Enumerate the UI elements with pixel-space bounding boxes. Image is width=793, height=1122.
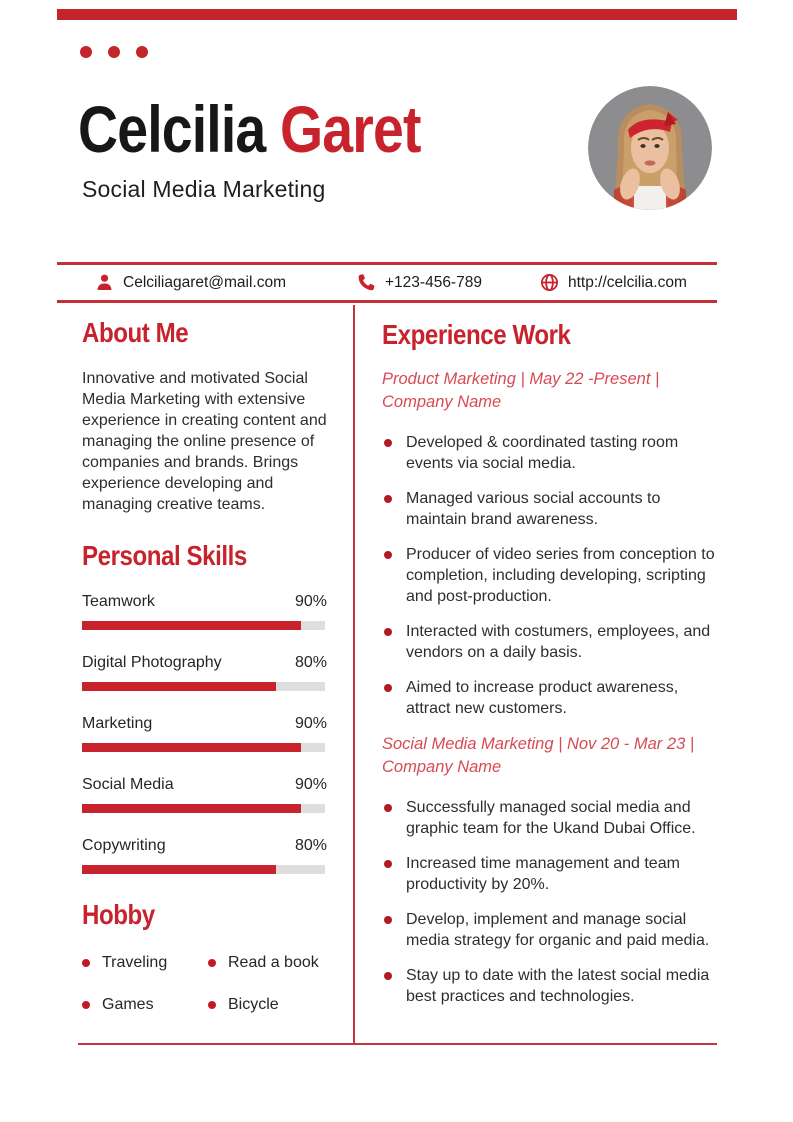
hobby-label: Traveling: [102, 954, 168, 971]
hobby-list: [82, 954, 327, 1014]
skill-label: Social Media: [82, 776, 174, 793]
phone-icon: [357, 273, 376, 292]
job-bullet: Producer of video series from conception to completion, including developing, scripting and post-production.: [382, 544, 720, 607]
decor-dot: [80, 46, 92, 58]
decor-dot: [136, 46, 148, 58]
right-column: [382, 318, 720, 1021]
skill-label: Teamwork: [82, 593, 155, 610]
contact-email: [95, 265, 286, 300]
person-name: [78, 92, 421, 166]
skill-percent: 80%: [294, 837, 327, 854]
skill-bar-fill: [82, 865, 276, 874]
contact-phone: [357, 265, 482, 300]
experience-title: Experience Work: [382, 319, 571, 350]
hobby-title: Hobby: [82, 899, 155, 930]
hobby-item: [82, 954, 208, 972]
decor-dots: [80, 46, 148, 58]
profile-photo: [588, 86, 712, 210]
decor-dot: [108, 46, 120, 58]
job-bullet: Successfully managed social media and graphic team for the Ukand Dubai Office.: [382, 797, 720, 839]
person-icon: [95, 273, 114, 292]
job-bullet-list: [382, 432, 720, 719]
contact-phone-text: +123-456-789: [385, 273, 482, 291]
contact-website-text: http://celcilia.com: [568, 273, 687, 291]
contact-bar: [57, 262, 717, 303]
job-bullet: Managed various social accounts to maintain brand awareness.: [382, 488, 720, 530]
contact-email-text: Celciliagaret@mail.com: [123, 273, 287, 291]
person-last-name: Garet: [280, 92, 421, 166]
bullet-dot-icon: [82, 1001, 90, 1009]
skill-item: [82, 654, 327, 691]
skill-label: Digital Photography: [82, 654, 222, 671]
skill-bar-track: [82, 682, 325, 691]
bullet-dot-icon: [82, 959, 90, 967]
top-accent-bar: [57, 9, 737, 20]
person-first-name: Celcilia: [78, 92, 266, 166]
job-bullet-list: [382, 797, 720, 1007]
skill-bar-fill: [82, 743, 301, 752]
skill-item: [82, 715, 327, 752]
job-bullet: Stay up to date with the latest social media best practices and technologies.: [382, 965, 720, 1007]
skill-bar-fill: [82, 804, 301, 813]
skill-percent: 90%: [294, 776, 327, 793]
bullet-dot-icon: [208, 959, 216, 967]
job-bullet: Increased time management and team productivity by 20%.: [382, 853, 720, 895]
hobby-label: Games: [102, 996, 154, 1013]
skill-bar-fill: [82, 682, 276, 691]
skill-item: [82, 776, 327, 813]
experience-job: [382, 368, 720, 719]
hobby-label: Read a book: [228, 954, 319, 971]
skill-label: Copywriting: [82, 837, 166, 854]
about-me-title: About Me: [82, 317, 189, 348]
job-bullet: Develop, implement and manage social media strategy for organic and paid media.: [382, 909, 720, 951]
skills-list: [82, 593, 327, 874]
about-me-text: Innovative and motivated Social Media Marketing with extensive experience in creating content and managing the online presence of companies and brands. Brings experience developing and managing creative teams.: [82, 370, 327, 513]
job-heading: Social Media Marketing | Nov 20 - Mar 23 | Company Name: [382, 735, 695, 776]
bottom-rule: [78, 1043, 717, 1045]
skill-bar-track: [82, 804, 325, 813]
contact-website: [540, 265, 687, 300]
job-bullet: Interacted with costumers, employees, and vendors on a daily basis.: [382, 621, 720, 663]
profile-photo-illustration: [588, 86, 712, 210]
globe-icon: [540, 273, 559, 292]
hobby-label: Bicycle: [228, 996, 279, 1013]
hobby-item: [208, 996, 327, 1014]
experience-job: [382, 733, 720, 1007]
job-heading: Product Marketing | May 22 -Present | Company Name: [382, 370, 660, 411]
skill-item: [82, 837, 327, 874]
skill-bar-track: [82, 743, 325, 752]
bullet-dot-icon: [208, 1001, 216, 1009]
skill-bar-fill: [82, 621, 301, 630]
skill-item: [82, 593, 327, 630]
skill-percent: 90%: [294, 715, 327, 732]
job-title: Social Media Marketing: [82, 176, 326, 202]
skill-bar-track: [82, 865, 325, 874]
job-bullet: Developed & coordinated tasting room events via social media.: [382, 432, 720, 474]
hobby-item: [208, 954, 327, 972]
job-bullet: Aimed to increase product awareness, attract new customers.: [382, 677, 720, 719]
skill-label: Marketing: [82, 715, 153, 732]
skill-percent: 80%: [294, 654, 327, 671]
column-divider: [353, 305, 355, 1043]
left-column: [82, 316, 327, 1014]
skill-percent: 90%: [294, 593, 327, 610]
skill-bar-track: [82, 621, 325, 630]
hobby-item: [82, 996, 208, 1014]
personal-skills-title: Personal Skills: [82, 540, 247, 571]
